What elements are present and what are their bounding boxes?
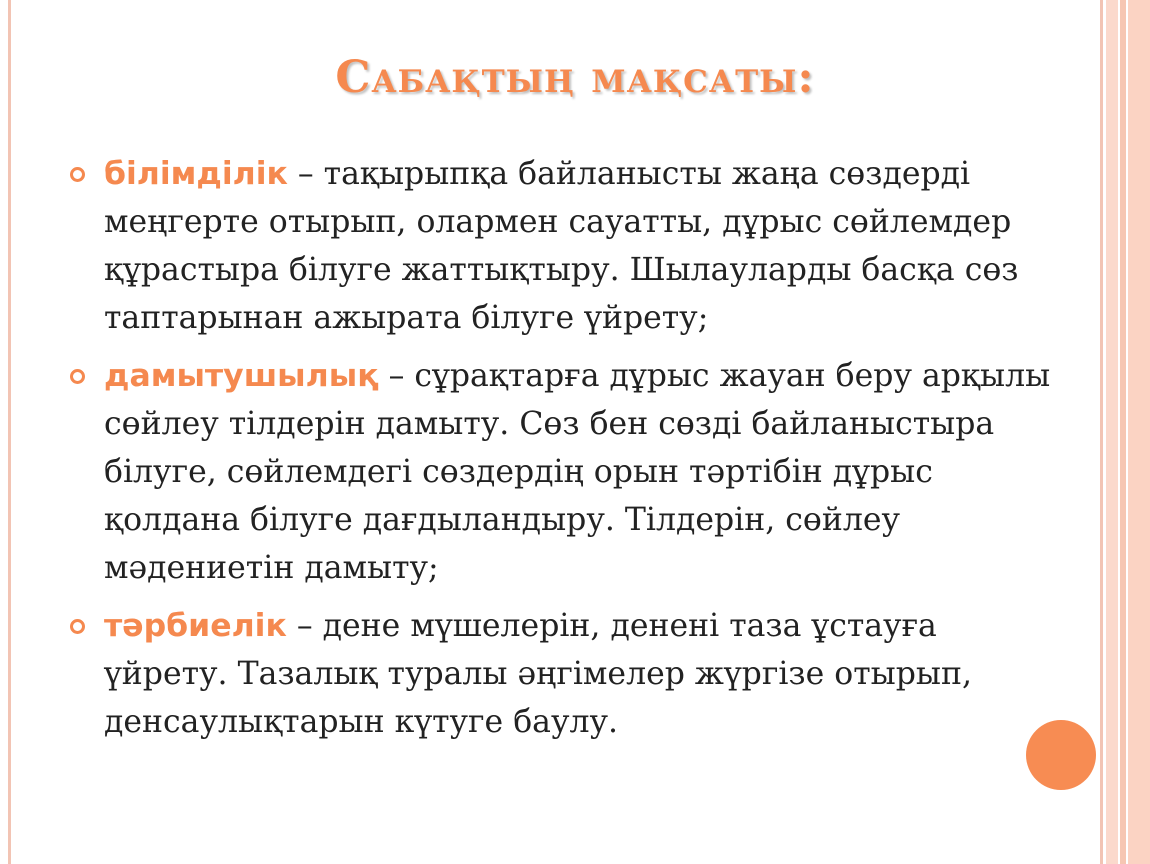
right-stripe [1106,0,1118,864]
list-item-terbielik [70,602,1070,746]
bullet-list [70,150,1070,756]
slide-title: Сабақтың мақсаты: [335,52,815,103]
circle-bullet-icon [70,619,85,634]
circle-bullet-icon [70,369,85,384]
list-item-bilimdilik [70,150,1070,342]
item-text: – тақырыпқа байланысты жаңа сөздерді меңгерте отырып, олармен сауатты, дұрыс сөйлемдер құрастыра білуге жаттықтыру. Шылауларды басқа сөз таптарынан ажырата білуге үйрету; [104,156,1019,336]
item-term: білімділік [104,156,288,192]
right-stripe [1120,0,1126,864]
right-stripe [1100,0,1103,864]
decorative-circle [1026,720,1096,790]
circle-bullet-icon [70,167,85,182]
left-border-line [8,0,11,864]
item-text: – сұрақтарға дұрыс жауан беру арқылы сөйлеу тілдерін дамыту. Сөз бен сөзді байланыстыра білуге, сөйлемдегі сөздердің орын тәртібін дұрыс қолдана білуге дағдыландыру. Тілдерін, сөйлеу мәдениетін дамыту; [104,358,1051,586]
item-text: – дене мүшелерін, денені таза ұстауға үйрету. Тазалық туралы әңгімелер жүргізе отырып, денсаулықтарын күтуге баулу. [104,608,972,740]
right-stripe [1128,0,1150,864]
item-term: тәрбиелік [104,608,287,644]
item-term: дамытушылық [104,358,379,394]
list-item-damytushylyk [70,352,1070,592]
